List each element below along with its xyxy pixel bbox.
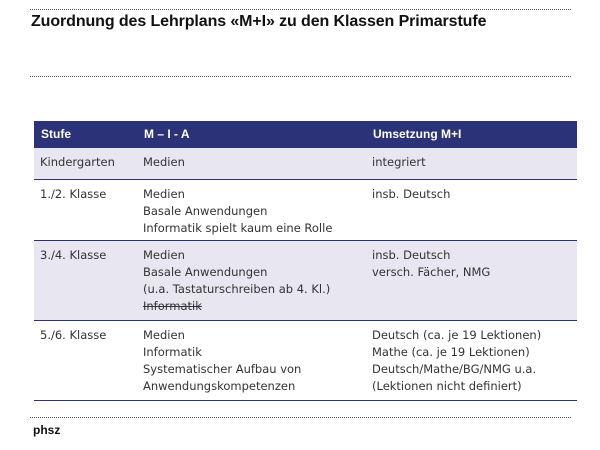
cell-line: insb. Deutsch bbox=[372, 187, 451, 201]
table-row-klasse-3-4 bbox=[34, 241, 577, 321]
cell-line: Basale Anwendungen bbox=[143, 204, 268, 218]
cell-line: Deutsch (ca. je 19 Lektionen) bbox=[372, 328, 542, 342]
table-row-kindergarten bbox=[34, 148, 577, 180]
cell-mia bbox=[137, 241, 366, 321]
cell-line: Medien bbox=[143, 155, 185, 169]
cell-umsetzung bbox=[366, 180, 577, 241]
cell-line: Basale Anwendungen bbox=[143, 265, 268, 279]
cell-line-struck: Informatik bbox=[143, 299, 202, 313]
cell-line: insb. Deutsch bbox=[372, 248, 451, 262]
cell-line: integriert bbox=[372, 155, 426, 169]
header-umsetzung: Umsetzung M+I bbox=[366, 121, 577, 148]
cell-line: Deutsch/Mathe/BG/NMG u.a. bbox=[372, 362, 537, 376]
curriculum-table bbox=[34, 121, 577, 401]
title-underline-rule bbox=[30, 76, 571, 77]
cell-line: Medien bbox=[143, 248, 185, 262]
cell-mia bbox=[137, 148, 366, 180]
cell-stufe: 1./2. Klasse bbox=[34, 180, 137, 241]
cell-umsetzung bbox=[366, 148, 577, 180]
table-row-klasse-5-6 bbox=[34, 321, 577, 401]
cell-line: Anwendungskompetenzen bbox=[143, 379, 296, 393]
cell-stufe: 3./4. Klasse bbox=[34, 241, 137, 321]
cell-line: (Lektionen nicht definiert) bbox=[372, 379, 522, 393]
header-mia: M – I - A bbox=[137, 121, 366, 148]
cell-line: (u.a. Tastaturschreiben ab 4. Kl.) bbox=[143, 282, 331, 296]
cell-line: Medien bbox=[143, 328, 185, 342]
cell-mia bbox=[137, 180, 366, 241]
cell-line: Informatik spielt kaum eine Rolle bbox=[143, 221, 333, 235]
cell-line: Medien bbox=[143, 187, 185, 201]
cell-stufe: Kindergarten bbox=[34, 148, 137, 180]
cell-umsetzung bbox=[366, 241, 577, 321]
table-row-klasse-1-2 bbox=[34, 180, 577, 241]
cell-line: Mathe (ca. je 19 Lektionen) bbox=[372, 345, 530, 359]
cell-umsetzung bbox=[366, 321, 577, 401]
cell-line: versch. Fächer, NMG bbox=[372, 265, 491, 279]
top-rule bbox=[30, 9, 571, 10]
table-header-row bbox=[34, 121, 577, 148]
cell-stufe: 5./6. Klasse bbox=[34, 321, 137, 401]
cell-mia bbox=[137, 321, 366, 401]
phsz-logo: phsz bbox=[33, 423, 61, 437]
header-stufe: Stufe bbox=[34, 121, 137, 148]
cell-line: Systematischer Aufbau von bbox=[143, 362, 302, 376]
footer-rule bbox=[30, 417, 571, 418]
page-title: Zuordnung des Lehrplans «M+I» zu den Klassen Primarstufe bbox=[31, 13, 487, 30]
cell-line: Informatik bbox=[143, 345, 202, 359]
